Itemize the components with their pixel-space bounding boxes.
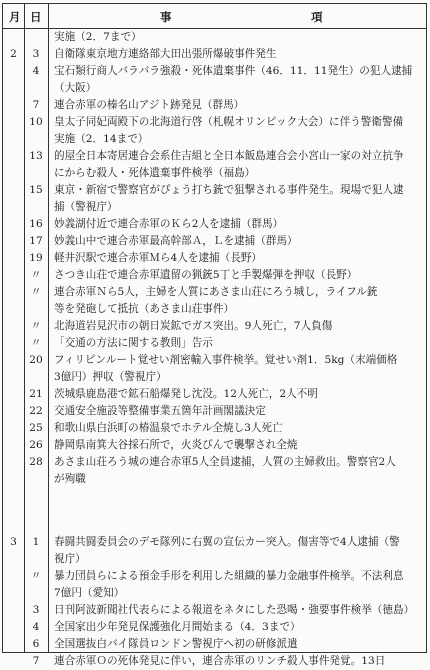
table-row [3, 182, 426, 216]
row-day: 3 [32, 48, 40, 60]
table-row [3, 250, 426, 267]
row-day: 22 [29, 405, 43, 417]
event-line: 視庁） [54, 553, 86, 565]
event-line: 交通安全施設等整備事業五箇年計画閣議決定 [54, 405, 266, 417]
row-day: 〃 [30, 337, 42, 349]
table-row [3, 267, 426, 284]
table-row [3, 318, 426, 335]
event-line: が殉職 [54, 473, 86, 485]
table-row [3, 29, 426, 46]
table-row [3, 437, 426, 454]
event-line: 連合赤軍Ｎら5人，主婦を人質にあさま山荘にろう城し，ライフル銃 [54, 286, 378, 298]
event-line: 茨城県鹿島港で鉱石船爆発し沈没。12人死亡，2人不明 [54, 388, 318, 400]
event-line: （大阪） [54, 82, 97, 94]
event-line: あさま山荘ろう城の連合赤軍5人全員逮捕，人質の主婦救出。警察官2人 [54, 456, 396, 468]
row-event-text [54, 114, 422, 148]
row-event-text [54, 454, 422, 488]
event-line: 東京・新宿で警察官がぴょう打ち銃で狙撃される事件発生。現場で犯人逮 [54, 184, 404, 196]
row-event-text [54, 335, 422, 352]
event-line: 日刊阿波新聞社代表らによる報道をネタにした恐喝・強要事件検挙（徳島） [54, 604, 415, 616]
row-event-text [54, 619, 422, 636]
row-day: 7 [32, 655, 40, 667]
event-line: 7億円（愛知） [54, 587, 125, 599]
event-line: 暴力団員らによる預金手形を利用した組織的暴力金融事件検挙。不法利息 [54, 570, 404, 582]
row-day: 21 [29, 388, 43, 400]
header-day: 日 [30, 10, 42, 24]
table-row [3, 352, 426, 386]
row-event-text [54, 148, 422, 182]
event-line: 妙義湖付近で連合赤軍のＫら2人を逮捕（群馬） [54, 218, 284, 230]
table-row [3, 602, 426, 619]
row-day: 13 [29, 150, 43, 162]
row-day: 25 [29, 422, 43, 434]
table-row [3, 534, 426, 568]
event-line: 妙義山中で連合赤軍最高幹部Ａ，Ｌを逮捕（群馬） [54, 235, 298, 247]
table-row [3, 114, 426, 148]
row-event-text [54, 46, 422, 63]
row-day: 19 [29, 252, 43, 264]
row-day: 20 [29, 354, 43, 366]
row-event-text [54, 182, 422, 216]
table-row [3, 284, 426, 318]
event-line: 和歌山県白浜町の椿温泉でホテル全焼し3人死亡 [54, 422, 283, 434]
header-item: 項 [311, 10, 325, 24]
row-day: 10 [29, 116, 43, 128]
row-event-text [54, 352, 422, 386]
table-row [3, 420, 426, 437]
table-row [3, 653, 426, 670]
row-event-text [54, 233, 422, 250]
row-event-text [54, 653, 422, 670]
event-line: 連合赤軍Ｏの死体発見に伴い，連合赤軍のリンチ殺人事件発覚。13日 [54, 655, 386, 667]
event-line: 実施（2．14まで） [54, 133, 149, 145]
row-day: 〃 [30, 570, 42, 582]
table-row [3, 46, 426, 63]
chronology-table [2, 3, 427, 667]
row-event-text [54, 437, 422, 454]
header-month: 月 [9, 10, 21, 24]
event-line: 宝石類行商人バラバラ強殺・死体遺棄事件（46．11．11発生）の犯人逮捕 [54, 65, 413, 77]
row-event-text [54, 602, 422, 619]
row-event-text [54, 386, 422, 403]
row-day: 6 [32, 638, 40, 650]
event-line: 自衛隊東京地方連絡部大田出張所爆破事件発生 [54, 48, 277, 60]
event-line: 的屋全日本寄居連合会系住吉組と全日本飯島連合会小宮山一家の対立抗争 [54, 150, 404, 162]
row-day: 16 [29, 218, 43, 230]
event-line: 北海道岩見沢市の朝日炭鉱でガス突出。9人死亡，7人負傷 [54, 320, 333, 332]
row-day: 4 [32, 621, 40, 633]
row-event-text [54, 284, 422, 318]
event-line: 軽井沢駅で連合赤軍Ｍら4人を逮捕（長野） [54, 252, 263, 264]
table-row [3, 233, 426, 250]
table-row [3, 454, 426, 488]
table-row [3, 148, 426, 182]
table-row [3, 216, 426, 233]
row-event-text [54, 267, 422, 284]
event-line: さつき山荘で連合赤軍遺留の猟銃5丁と手製爆弾を押収（長野） [54, 269, 358, 281]
row-event-text [54, 29, 422, 46]
event-line: 全国家出少年発見保護強化月間始まる（4．3まで） [54, 621, 301, 633]
row-day: 〃 [30, 286, 42, 298]
section-march [3, 534, 426, 670]
row-event-text [54, 63, 422, 97]
row-month: 2 [10, 48, 17, 60]
event-line: 静岡県南箕大谷採石所で，火炎びんで襲撃され全焼 [54, 439, 298, 451]
row-day: 〃 [30, 320, 42, 332]
event-line: 全国選抜白バイ隊員ロンドン警視庁へ初の研修派遣 [54, 638, 298, 650]
row-event-text [54, 97, 422, 114]
row-day: 〃 [30, 269, 42, 281]
section-gap [3, 488, 426, 534]
row-day: 3 [32, 604, 40, 616]
event-line: 3億円）押収（警視庁） [54, 371, 167, 383]
row-day: 15 [29, 184, 43, 196]
table-body [3, 29, 426, 670]
row-event-text [54, 318, 422, 335]
table-row [3, 63, 426, 97]
row-event-text [54, 403, 422, 420]
table-row [3, 568, 426, 602]
row-event-text [54, 534, 422, 568]
table-row [3, 636, 426, 653]
row-event-text [54, 250, 422, 267]
row-day: 1 [32, 536, 40, 548]
section-february [3, 29, 426, 488]
table-row [3, 97, 426, 114]
row-day: 4 [32, 65, 40, 77]
event-line: 春闘共闘委員会のデモ隊列に右翼の宣伝カー突入。傷害等で4人逮捕（警 [54, 536, 400, 548]
event-line: にからむ殺人・死体遺棄事件検挙（福島） [54, 167, 256, 179]
table-row [3, 619, 426, 636]
table-header [3, 4, 426, 29]
row-day: 7 [32, 99, 40, 111]
row-day: 17 [29, 235, 43, 247]
table-row [3, 403, 426, 420]
row-event-text [54, 636, 422, 653]
row-month: 3 [10, 536, 17, 548]
row-event-text [54, 420, 422, 437]
row-day: 26 [29, 439, 43, 451]
row-day: 28 [29, 456, 43, 468]
row-event-text [54, 216, 422, 233]
event-line: 実施（2．7まで） [54, 31, 142, 43]
event-line: 捕（警視庁） [54, 201, 118, 213]
table-row [3, 335, 426, 352]
header-event: 事 [160, 10, 174, 24]
event-line: 「交通の方法に関する教則」告示 [54, 337, 213, 349]
event-line: 連合赤軍の榛名山アジト跡発見（群馬） [54, 99, 245, 111]
event-line: 等を発砲して抵抗（あさま山荘事件） [54, 303, 235, 315]
event-line: 皇太子同妃両殿下の北海道行啓（札幌オリンピック大会）に伴う警衛警備 [54, 116, 404, 128]
event-line: フィリピンルート覚せい剤密輸入事件検挙。覚せい剤1．5kg（末端価格 [54, 354, 398, 366]
table-row [3, 386, 426, 403]
row-event-text [54, 568, 422, 602]
